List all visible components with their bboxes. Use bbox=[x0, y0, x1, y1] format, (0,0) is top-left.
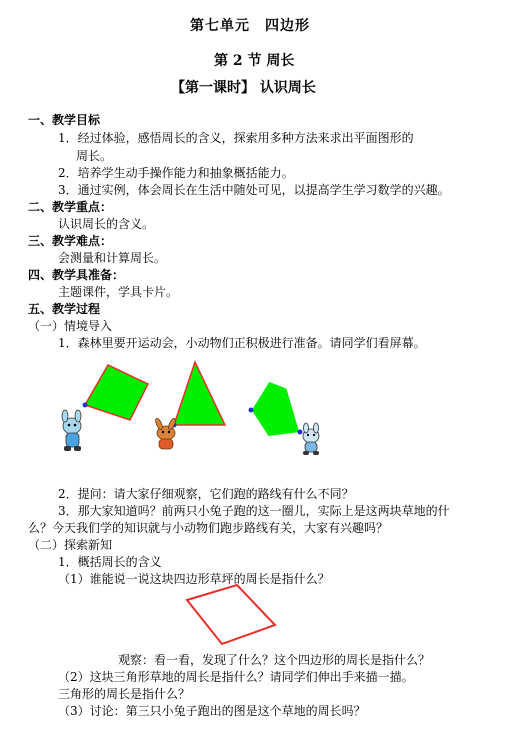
objective-2: 2．培养学生动手操作能力和抽象概括能力。 bbox=[58, 166, 294, 180]
rabbit-blue-small-icon bbox=[303, 423, 319, 455]
process-heading: 五、教学过程 bbox=[28, 302, 101, 316]
paragraph-3a: 3．那大家知道吗？前两只小兔子跑的这一圈儿，实际上是这两块草地的什 bbox=[58, 504, 450, 518]
question-1: （1）谁能说一说这块四边形草坪的周长是指什么？ bbox=[58, 572, 330, 586]
section-title: 第 2 节 周长 bbox=[214, 53, 295, 69]
quadrilateral-grass-1 bbox=[83, 365, 149, 420]
objective-1: 1．经过体验，感悟周长的含义，探索用多种方法来求出平面图形的 bbox=[58, 131, 414, 145]
question-3: （3）讨论：第三只小兔子跑出的图是这个草地的周长吗？ bbox=[58, 704, 366, 718]
objective-1-cont: 周长。 bbox=[76, 149, 113, 163]
quadrilateral-grass-3 bbox=[249, 381, 303, 436]
question-2b: 三角形的周长是指什么？ bbox=[58, 687, 191, 701]
rabbit-brown-icon bbox=[154, 418, 177, 449]
paragraph-1: 1．森林里要开运动会，小动物们正积极进行准备。请同学们看屏幕。 bbox=[58, 336, 426, 350]
lesson-title: 【第一课时】 认识周长 bbox=[171, 80, 316, 96]
unit-title: 第七单元 四边形 bbox=[190, 18, 310, 34]
part1-heading: （一）情境导入 bbox=[28, 319, 113, 333]
difficulty-text: 会测量和计算周长。 bbox=[58, 251, 167, 265]
step-1: 1．概括周长的含义 bbox=[58, 555, 162, 569]
paragraph-2: 2．提问：请大家仔细观察，它们跑的路线有什么不同？ bbox=[58, 487, 354, 501]
key-point-heading: 二、教学重点： bbox=[28, 200, 113, 214]
part2-heading: （二）探索新知 bbox=[28, 538, 113, 552]
question-2a: （2）这块三角形草地的周长是指什么？请同学们伸出手来描一描。 bbox=[58, 670, 414, 684]
objectives-heading: 一、教学目标 bbox=[28, 113, 101, 127]
difficulty-heading: 三、教学难点： bbox=[28, 234, 113, 248]
triangle-grass bbox=[172, 362, 226, 428]
paragraph-3b: 么？今天我们学的知识就与小动物们跑步路线有关，大家有兴趣吗？ bbox=[28, 521, 389, 535]
key-point-text: 认识周长的含义。 bbox=[58, 217, 155, 231]
red-quadrilateral-outline bbox=[187, 585, 275, 644]
tools-heading: 四、教学具准备： bbox=[28, 268, 125, 282]
objective-3: 3．通过实例，体会周长在生活中随处可见，以提高学生学习数学的兴趣。 bbox=[58, 183, 450, 197]
tools-text: 主题课件，学具卡片。 bbox=[58, 285, 179, 299]
observe-text: 观察：看一看，发现了什么？这个四边形的周长是指什么？ bbox=[118, 653, 431, 667]
rabbit-blue-icon bbox=[62, 410, 81, 451]
